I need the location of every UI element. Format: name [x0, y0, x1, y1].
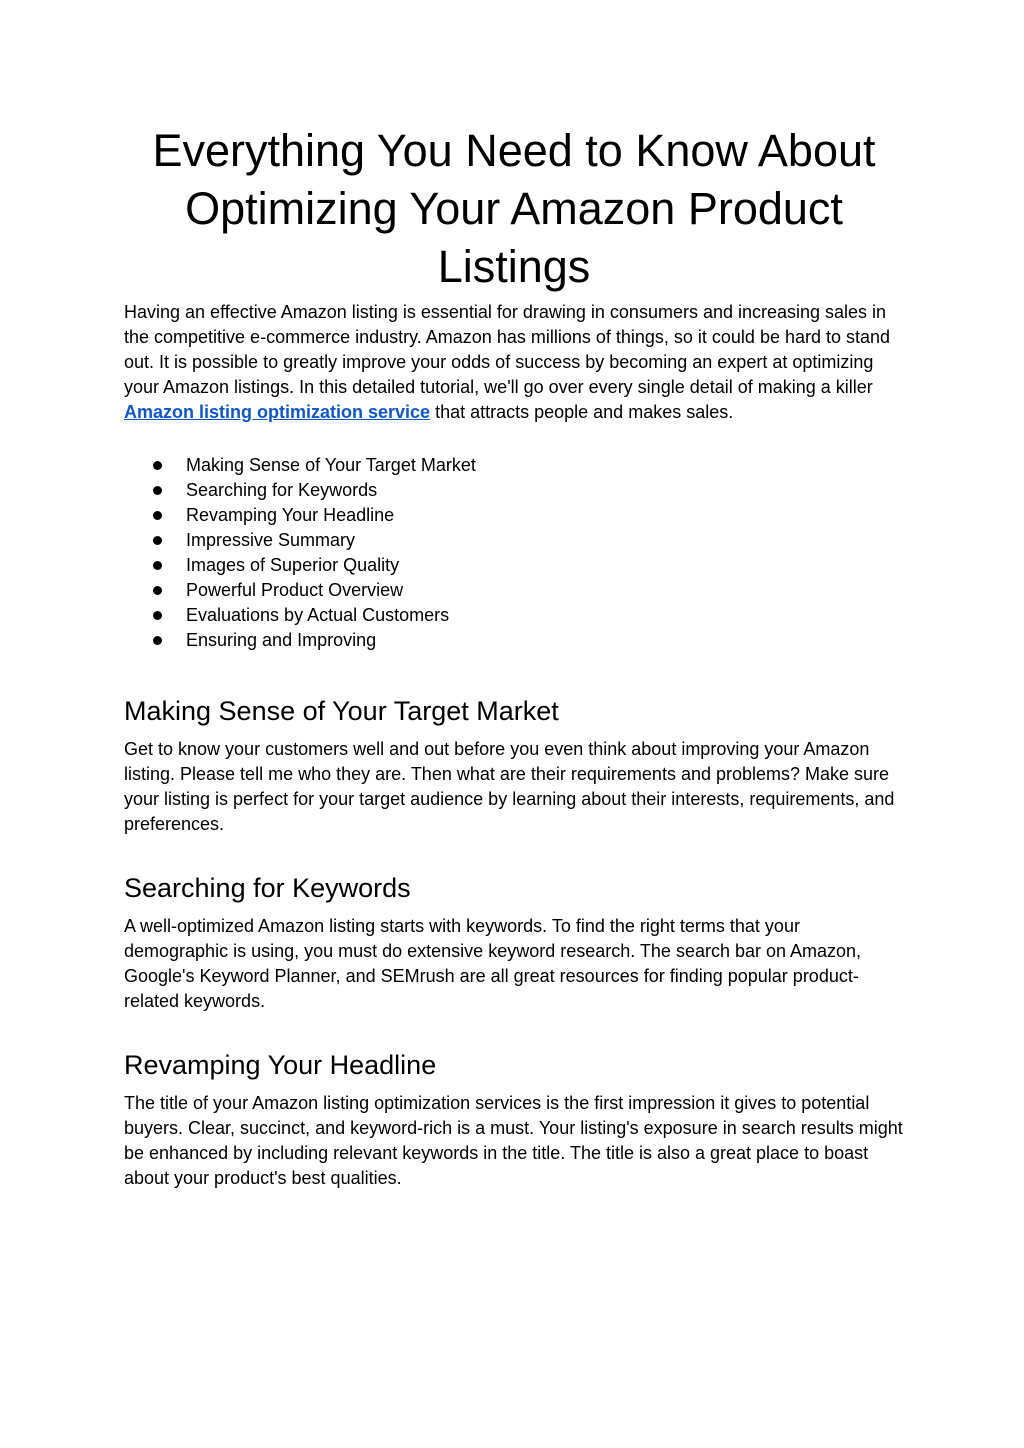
section-body-target-market: Get to know your customers well and out before you even think about improving your Amazon listing. Please tell me who they are. Then what are their requirements and problems? Make sure your listing is perfect for your target audience by learning about their interests, requirements, and preferences. — [124, 739, 895, 834]
section-heading-keywords: Searching for Keywords — [124, 873, 411, 903]
bullet-icon — [153, 536, 162, 545]
page-title — [124, 122, 904, 296]
title-line: Optimizing Your Amazon Product — [185, 183, 843, 234]
section-body-headline: The title of your Amazon listing optimization services is the first impression it gives to potential buyers. Clear, succinct, and keyword-rich is a must. Your listing's exposure in search results might be enhanced by including relevant keywords in the title. The title is also a great place to boast about your product's best qualities. — [124, 1093, 903, 1188]
list-item — [124, 453, 904, 478]
list-item-text: Making Sense of Your Target Market — [186, 455, 476, 475]
list-item-text: Ensuring and Improving — [186, 630, 377, 650]
topics-list — [124, 453, 904, 653]
bullet-icon — [153, 486, 162, 495]
intro-text-before-link: Having an effective Amazon listing is essential for drawing in consumers and increasing sales in the competitive e-commerce industry. Amazon has millions of things, so it could be hard to stand out. It is possible to greatly improve your odds of success by becoming an expert at optimizing your Amazon listings. In this detailed tutorial, we'll go over every single detail of making a killer — [124, 302, 891, 397]
bullet-icon — [153, 511, 162, 520]
title-line: Everything You Need to Know About — [152, 125, 876, 176]
list-item-text: Impressive Summary — [186, 530, 356, 550]
bullet-icon — [153, 586, 162, 595]
list-item-text: Images of Superior Quality — [186, 555, 400, 575]
intro-paragraph — [124, 300, 904, 425]
list-item — [124, 553, 904, 578]
bullet-icon — [153, 461, 162, 470]
list-item-text: Powerful Product Overview — [186, 580, 404, 600]
amazon-listing-optimization-link[interactable]: Amazon listing optimization service — [124, 402, 431, 422]
list-item — [124, 578, 904, 603]
list-item — [124, 528, 904, 553]
bullet-icon — [153, 611, 162, 620]
list-item-text: Searching for Keywords — [186, 480, 378, 500]
list-item — [124, 503, 904, 528]
list-item — [124, 628, 904, 653]
document-content — [124, 122, 904, 1191]
bullet-icon — [153, 561, 162, 570]
list-item — [124, 603, 904, 628]
title-line: Listings — [437, 241, 591, 292]
list-item — [124, 478, 904, 503]
bullet-icon — [153, 636, 162, 645]
section-body-keywords: A well-optimized Amazon listing starts with keywords. To find the right terms that your demographic is using, you must do extensive keyword research. The search bar on Amazon, Google's Keyword Planner, and SEMrush are all great resources for finding popular product-related keywords. — [124, 916, 862, 1011]
list-item-text: Evaluations by Actual Customers — [186, 605, 450, 625]
intro-text-after-link: that attracts people and makes sales. — [430, 402, 734, 422]
list-item-text: Revamping Your Headline — [186, 505, 395, 525]
section-heading-target-market: Making Sense of Your Target Market — [124, 696, 559, 726]
section-heading-headline: Revamping Your Headline — [124, 1050, 437, 1080]
